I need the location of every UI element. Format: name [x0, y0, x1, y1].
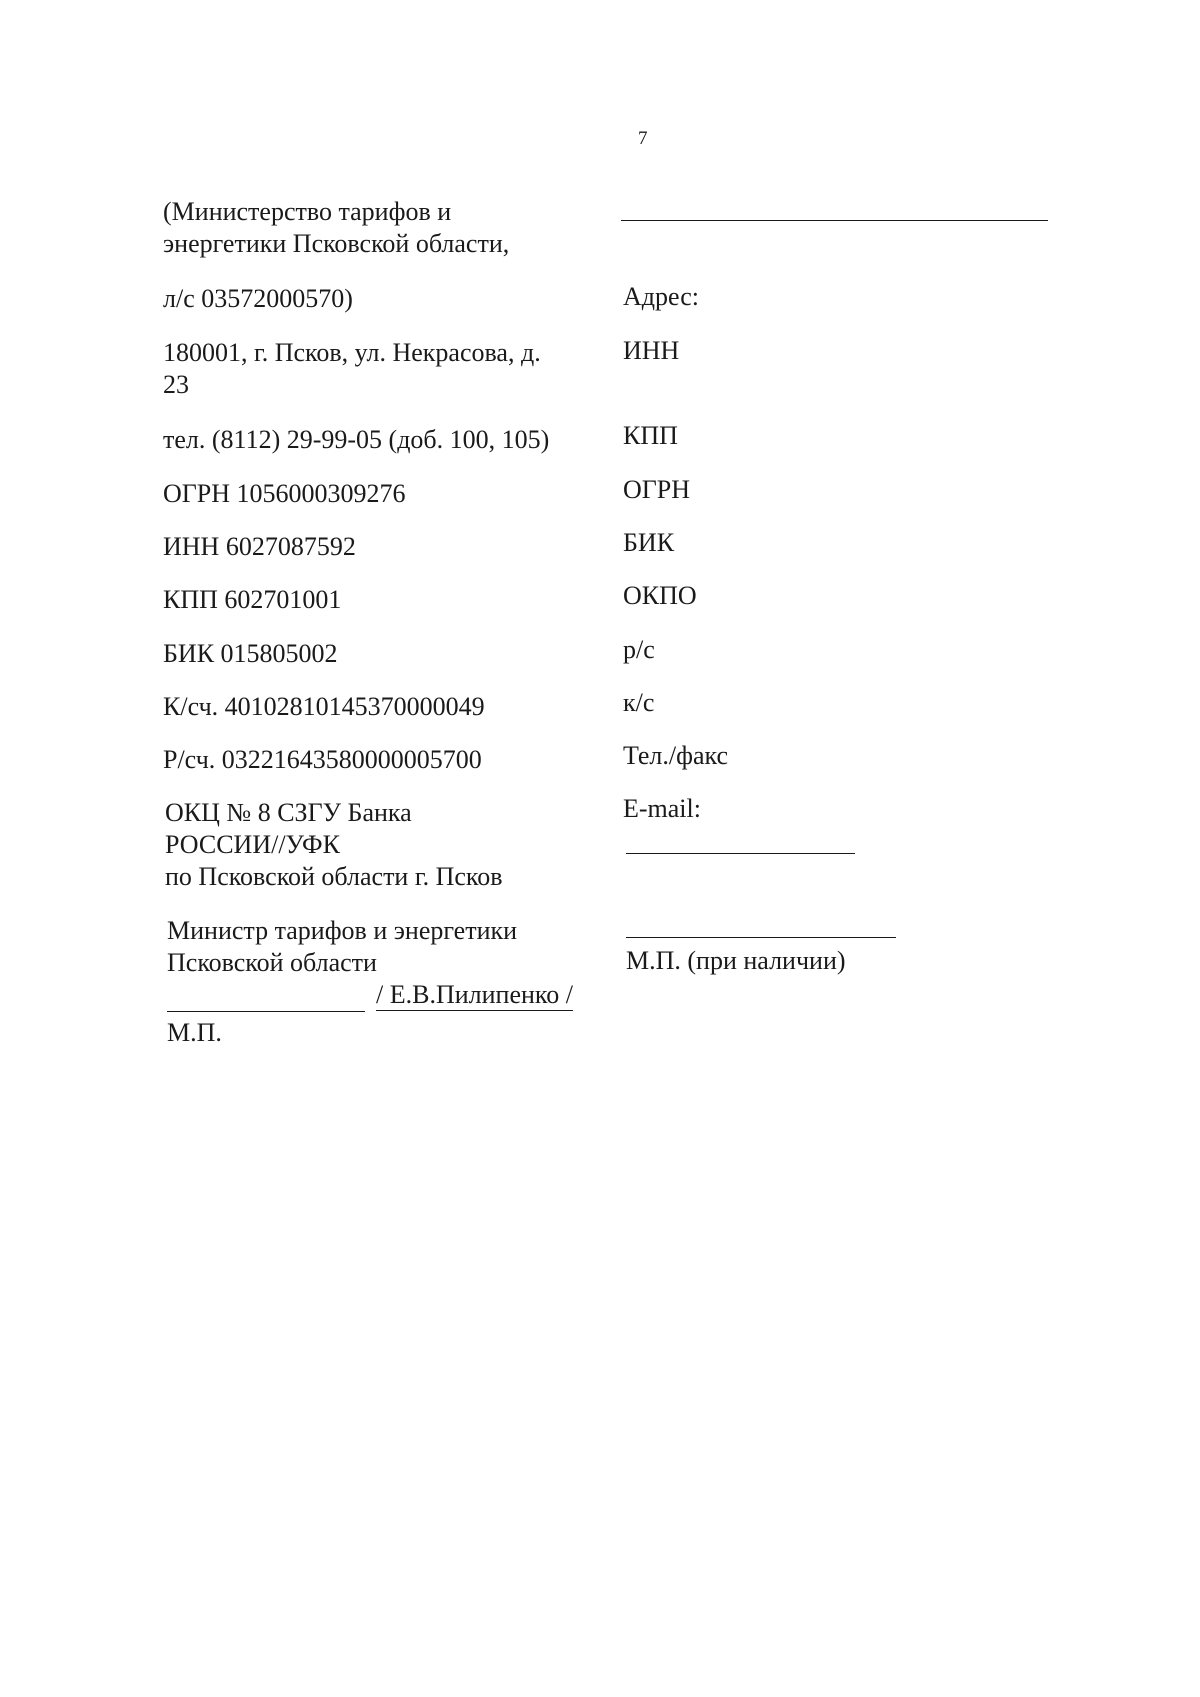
phone: тел. (8112) 29-99-05 (доб. 100, 105) [163, 425, 550, 454]
counterparty-stamp-label: М.П. (при наличии) [626, 946, 846, 975]
settlement-account-label: р/с [623, 635, 655, 664]
signer-title-line1: Министр тарифов и энергетики [167, 916, 518, 945]
bank-line3: по Псковской области г. Псков [165, 862, 503, 891]
inn: ИНН 6027087592 [163, 532, 356, 561]
settlement-account: Р/сч. 03221643580000005700 [163, 745, 482, 774]
email-line [626, 853, 855, 854]
bik: БИК 015805002 [163, 639, 338, 668]
page-number: 7 [638, 128, 648, 149]
org-name-line1: (Министерство тарифов и [163, 197, 452, 226]
kpp-label: КПП [623, 421, 678, 450]
ogrn: ОГРН 1056000309276 [163, 479, 406, 508]
bik-label: БИК [623, 528, 675, 557]
signer-title-line2: Псковской области [167, 948, 377, 977]
counterparty-signature-line [626, 937, 896, 938]
bank-line2: РОССИИ//УФК [165, 830, 340, 859]
org-name-line2: энергетики Псковской области, [163, 229, 510, 258]
email-label: E-mail: [623, 794, 701, 823]
personal-account: л/с 03572000570) [163, 284, 353, 313]
stamp-label: М.П. [167, 1018, 222, 1047]
correspondent-account: К/сч. 40102810145370000049 [163, 692, 485, 721]
okpo-label: ОКПО [623, 581, 697, 610]
signature-line [167, 1011, 365, 1012]
address-label: Адрес: [623, 282, 699, 311]
kpp: КПП 602701001 [163, 585, 342, 614]
address-line2: 23 [163, 370, 189, 399]
ogrn-label: ОГРН [623, 475, 691, 504]
phone-fax-label: Тел./факс [623, 741, 729, 770]
counterparty-name-line [621, 220, 1048, 221]
signer-name: / Е.В.Пилипенко / [376, 980, 573, 1009]
correspondent-account-label: к/с [623, 688, 655, 717]
inn-label: ИНН [623, 336, 680, 365]
address-line1: 180001, г. Псков, ул. Некрасова, д. [163, 338, 541, 367]
bank-line1: ОКЦ № 8 СЗГУ Банка [165, 798, 412, 827]
